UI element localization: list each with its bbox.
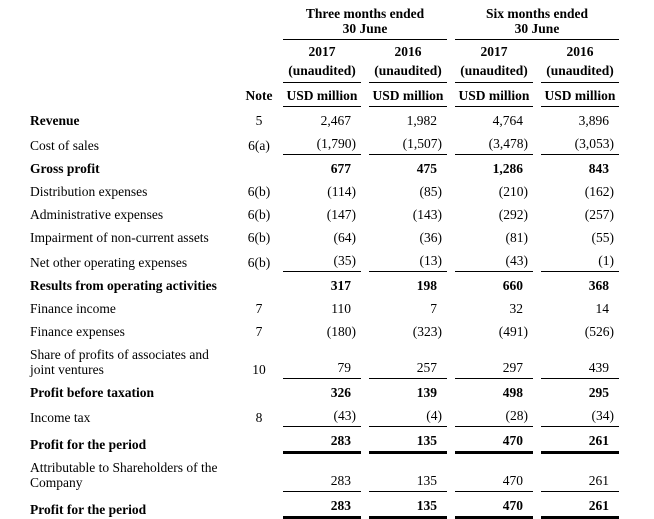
row-label: Finance income: [30, 301, 116, 316]
value-cell: (13): [369, 247, 447, 272]
year-header-row: [30, 40, 619, 61]
table-row-profit-for-the-period: [30, 427, 619, 454]
value-cell: (180): [326, 324, 356, 339]
value-cell: 297: [455, 341, 533, 379]
note-cell: 8: [255, 410, 263, 425]
unaudited-header-row: [30, 61, 619, 83]
value-cell: (143): [412, 207, 442, 222]
value-cell: (3,053): [541, 130, 619, 155]
value-cell: 7: [430, 301, 437, 316]
table-row-impairment: [30, 224, 619, 247]
row-label: Attributable to Shareholders of the Company: [30, 460, 218, 490]
value-cell: (81): [505, 230, 528, 245]
value-cell: (292): [498, 207, 528, 222]
value-cell: 110: [331, 301, 351, 316]
note-cell: [243, 155, 275, 178]
value-cell: (1,790): [283, 130, 361, 155]
value-cell: (28): [455, 402, 533, 427]
value-cell: 283: [283, 427, 361, 454]
value-cell: 14: [595, 301, 609, 316]
spacer-cell: [243, 2, 275, 40]
year-header: 2016: [394, 44, 422, 59]
table-row-finance-income: [30, 295, 619, 318]
note-cell: 7: [255, 324, 263, 339]
table-row-attributable-to-shareholders: [30, 454, 619, 492]
row-label: Income tax: [30, 410, 91, 425]
value-cell: 326: [330, 385, 351, 400]
row-label: Distribution expenses: [30, 184, 148, 199]
note-column-header: Note: [245, 88, 273, 103]
value-cell: (1,507): [369, 130, 447, 155]
unaudited-header: (unaudited): [369, 61, 447, 83]
year-header: 2017: [480, 44, 508, 59]
row-label: Gross profit: [30, 161, 100, 176]
note-cell: 6(b): [247, 230, 271, 245]
value-cell: 261: [541, 492, 619, 519]
value-cell: 470: [455, 492, 533, 519]
value-cell: (162): [584, 184, 614, 199]
note-cell: [243, 492, 275, 519]
spacer-cell: [30, 2, 235, 40]
income-statement-table: [22, 2, 627, 519]
value-cell: 475: [416, 161, 437, 176]
value-cell: 368: [588, 278, 609, 293]
value-cell: 4,764: [492, 113, 523, 128]
group-title-line1: Three months ended: [305, 6, 425, 21]
value-cell: 135: [369, 454, 447, 492]
note-cell: 7: [255, 301, 263, 316]
value-cell: 1,286: [492, 161, 523, 176]
unit-header: USD million: [283, 83, 361, 107]
table-row-profit-for-the-period-total: [30, 492, 619, 519]
six-months-group-header: [455, 2, 619, 40]
table-row-revenue: [30, 107, 619, 130]
table-row-finance-expenses: [30, 318, 619, 341]
value-cell: 139: [416, 385, 437, 400]
value-cell: (210): [498, 184, 528, 199]
value-cell: 1,982: [406, 113, 437, 128]
value-cell: 470: [455, 454, 533, 492]
value-cell: (114): [327, 184, 356, 199]
value-cell: 660: [502, 278, 523, 293]
value-cell: 2,467: [320, 113, 351, 128]
table-row-administrative-expenses: [30, 201, 619, 224]
value-cell: 283: [283, 454, 361, 492]
note-cell: 10: [252, 362, 266, 377]
note-cell: 6(b): [247, 207, 271, 222]
value-cell: (526): [584, 324, 614, 339]
table-row-profit-before-taxation: [30, 379, 619, 402]
row-label: Revenue: [30, 113, 80, 128]
table-row-income-tax: [30, 402, 619, 427]
unit-header-row: [30, 83, 619, 107]
row-label: Cost of sales: [30, 138, 99, 153]
table-row-share-of-profits-associates: [30, 341, 619, 379]
value-cell: 32: [509, 301, 523, 316]
spacer-cell: [30, 61, 235, 83]
table-row-gross-profit: [30, 155, 619, 178]
row-label: Finance expenses: [30, 324, 125, 339]
spacer-cell: [243, 40, 275, 61]
note-cell: 6(b): [247, 255, 271, 270]
value-cell: 257: [369, 341, 447, 379]
value-cell: 677: [330, 161, 351, 176]
period-group-header-row: [30, 2, 619, 40]
row-label: Results from operating activities: [30, 278, 217, 293]
value-cell: (43): [455, 247, 533, 272]
spacer-cell: [243, 61, 275, 83]
row-label: Share of profits of associates and joint ventures: [30, 347, 209, 377]
value-cell: 135: [369, 492, 447, 519]
value-cell: (36): [419, 230, 442, 245]
value-cell: (1): [541, 247, 619, 272]
row-label: Profit before taxation: [30, 385, 154, 400]
table-row-cost-of-sales: [30, 130, 619, 155]
value-cell: 135: [369, 427, 447, 454]
value-cell: (55): [591, 230, 614, 245]
unaudited-header: (unaudited): [455, 61, 533, 83]
group-title-line1: Six months ended: [485, 6, 589, 21]
row-label: Profit for the period: [30, 437, 147, 452]
note-cell: [243, 379, 275, 402]
note-cell: [243, 272, 275, 295]
value-cell: (43): [283, 402, 361, 427]
row-label: Impairment of non-current assets: [30, 230, 209, 245]
value-cell: 79: [283, 341, 361, 379]
note-cell: [243, 427, 275, 454]
group-title-line2: 30 June: [514, 21, 560, 36]
value-cell: 283: [283, 492, 361, 519]
value-cell: (147): [326, 207, 356, 222]
value-cell: 317: [330, 278, 351, 293]
value-cell: 439: [541, 341, 619, 379]
value-cell: (3,478): [455, 130, 533, 155]
value-cell: 470: [455, 427, 533, 454]
unit-header: USD million: [455, 83, 533, 107]
value-cell: 843: [588, 161, 609, 176]
value-cell: (4): [369, 402, 447, 427]
unaudited-header: (unaudited): [541, 61, 619, 83]
year-header: 2016: [566, 44, 594, 59]
year-header: 2017: [308, 44, 336, 59]
note-cell: [243, 454, 275, 492]
spacer-cell: [30, 40, 235, 61]
value-cell: 498: [502, 385, 523, 400]
note-cell: 6(a): [248, 138, 270, 153]
table-row-results-from-operating-activities: [30, 272, 619, 295]
value-cell: 198: [416, 278, 437, 293]
value-cell: (257): [584, 207, 614, 222]
three-months-group-header: [283, 2, 447, 40]
row-label: Profit for the period: [30, 502, 147, 517]
value-cell: 261: [541, 427, 619, 454]
row-label: Net other operating expenses: [30, 255, 188, 270]
value-cell: (35): [283, 247, 361, 272]
table-row-distribution-expenses: [30, 178, 619, 201]
row-label: Administrative expenses: [30, 207, 164, 222]
note-cell: 5: [255, 113, 263, 128]
value-cell: (491): [498, 324, 528, 339]
value-cell: 3,896: [578, 113, 609, 128]
value-cell: 295: [588, 385, 609, 400]
unit-header: USD million: [541, 83, 619, 107]
note-cell: 6(b): [247, 184, 271, 199]
unaudited-header: (unaudited): [283, 61, 361, 83]
value-cell: (323): [412, 324, 442, 339]
unit-header: USD million: [369, 83, 447, 107]
group-title-line2: 30 June: [342, 21, 388, 36]
spacer-cell: [30, 83, 235, 107]
table-row-net-other-operating-expenses: [30, 247, 619, 272]
value-cell: (34): [541, 402, 619, 427]
value-cell: (64): [333, 230, 356, 245]
value-cell: (85): [419, 184, 442, 199]
value-cell: 261: [541, 454, 619, 492]
